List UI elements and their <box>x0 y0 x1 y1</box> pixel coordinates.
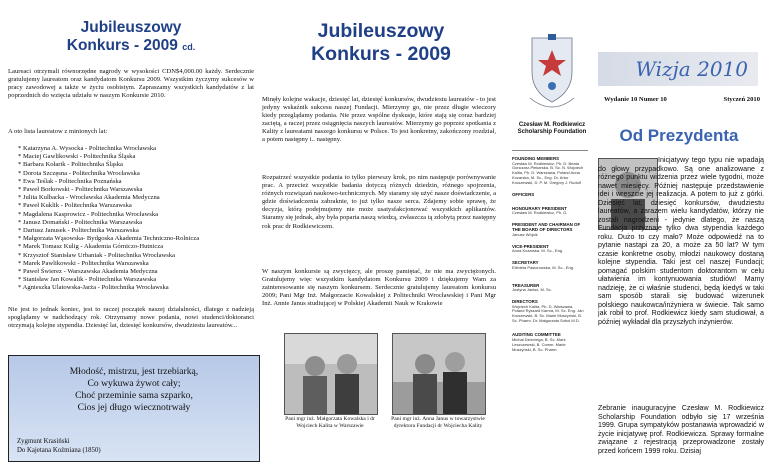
poem-line: Młodość, mistrzu, jest trzebiarką, <box>69 366 199 377</box>
laureate-item: * Dariusz Janusek - Politechnika Warszawska <box>18 227 139 235</box>
photo-janus <box>392 333 486 415</box>
photo-kowalska <box>284 333 378 415</box>
left-closing: Nie jest to jednak koniec, jest to raczej początek naszej działalności, dlatego z nadzieją spoglądamy w nadchodzący rok. Otrzymamy nowe podania, nowi studenci/doktoranci otrzymają kolejne stypendia. Dziesięć lat, dziesięć konkursów, dwudziestu laureatów... <box>8 306 254 330</box>
poem-lines <box>9 366 259 414</box>
middle-para2: Rozpatrzeć wszystkie podania to tylko pierwszy krok, po nim następuje porównywanie prac. A przecież wszystkie badania dotyczą różnych dziedzin, różnego spojrzenia, różnych rozwiązań naukowo-technicznych. My staramy się użyć nasze doświadczenie, a gdzie doświadczenia zabraknie, to już tylko nasze serca. Zdajemy sobie sprawę, że decyzja, którą podejmujemy nie może usatysfakcjonować wszystkich aplikantów. Staramy się jednak, aby była poparta naszą wiedzą, zwłaszcza tą zdobytą przez następny rok prac dr Rodkiewiczem. <box>262 174 496 230</box>
issue-info <box>604 96 762 104</box>
section-title: Od Prezydenta <box>619 126 739 145</box>
laureate-item: * Małgorzata Wąsowska- Bydgoska Akademia Techniczno-Rolnicza <box>18 235 200 243</box>
coat-of-arms-logo <box>526 32 578 116</box>
laureate-item: * Marek Pawlikowski - Politechnika Warszawska <box>18 259 149 267</box>
laureate-item: * Agnieszka Ulatowska-Jarża - Politechnika Wrocławska <box>18 284 169 292</box>
middle-title-line1: Jubileuszowy <box>317 20 445 42</box>
right-column <box>590 0 768 466</box>
poem-source: Do Kajetana Koźmiana (1850) <box>17 447 101 454</box>
treasurer-head: TREASURER <box>512 282 540 288</box>
laureate-item: * Barbara Kołarik - Politechnika Śląska <box>18 161 123 169</box>
laureate-item: * Stanisław Jan Kowalik - Politechnika Warszawska <box>18 276 157 284</box>
middle-title <box>262 20 500 66</box>
laureate-item: * Dorota Szczęsna - Politechnika Wrocławska <box>18 169 140 177</box>
president-text: Janusz Wójcik <box>512 231 538 237</box>
org-sub-line: Scholarship Foundation <box>517 129 587 135</box>
left-intro: Laureaci otrzymali równorzędne nagrody w wysokości CDN$4,000.00 każdy. Serdecznie gratulujemy laureatom oraz kandydatom Konkursu 2009. Wszystkim życzymy sukcesów w pracy zawodowej a także w życiu osobistym. Zapraszamy wszystkich kandydatów z lat poprzednich do wzięcia udziału w naszym Konkursie 2010. <box>8 68 254 100</box>
founding-head: FOUNDING MEMBERS <box>512 156 560 161</box>
treasurer-text: Justyna Janisz, M. Sc. <box>512 287 552 293</box>
laureate-item: * Janusz Domański - Politechnika Warszawska <box>18 218 143 226</box>
vice-text: Anna Kozarska, M. Sc., Eng. <box>512 248 564 254</box>
middle-column <box>262 0 510 466</box>
laureate-item: * Julita Kulbacka - Wrocławska Akademia Medyczna <box>18 194 160 202</box>
president-head: PRESIDENT AND CHAIRMAN OF THE BOARD OF DIRECTORS <box>512 221 581 233</box>
laureate-item: * Magdalena Kasprowicz - Politechnika Wrocławska <box>18 210 159 218</box>
issue-date: Styczeń 2010 <box>723 96 760 103</box>
laureate-item: * Marek Tomasz Kulig - Akademia Górniczo-Hutnicza <box>18 243 164 251</box>
photo-kowalska-image <box>285 334 377 414</box>
photo-caption-2: Pani mgr inż. Anna Janus w towarzystwie dyrektora Fundacji dr Wojciecha Kality <box>391 416 485 429</box>
founding-text: Czesław M. Rodkiewicz, Ph. D. Beata Gonczarz-Piekarska, B. Sc. N. Wojciech Kalita, Ph. D. Warszawa, Poland Anna Kozarska, M. Sc., Eng. Dr. Artur Kruszewski, D. P. M. Gregory J. Rudolf <box>512 160 584 186</box>
photo-caption-1: Pani mgr inż. Małgorzata Kowalska i dr Wojciech Kalita w Warszawie <box>285 416 375 429</box>
sidebar-content <box>512 150 586 352</box>
left-title-line2 <box>18 37 244 56</box>
middle-para3: W naszym konkursie są zwycięzcy, ale proszę pamiętać, że nie ma zwyciężonych. Gratulujemy więc wszystkim kandydatom Konkursu 2009 i dziękujemy Wam za zainteresowanie się naszym konkursem. Serdecznie gratulujemy laureatom konkursu 2009; Pani Mgr Inż. Małgorzacie Kowalskiej z Politechniki Wrocławskiej i Pani Mgr Inż. Annie Janus studiującej w Polskiej Akademii Nauk w Krakowie <box>262 268 496 308</box>
president-letter: Inicjatywy tego typu nie wpadają do głowy przypadkowo. Są one analizowane z różnego punktu widzenia przez wiele tygodni, może nawet miesięcy. Później następuje przedstawienie idei i wreszcie jej realizacja. A potem to już z górki. Dziesięć lat, dziesięć konkursów, dwudziestu laureatów, a zarazem wielu kandydatów, którzy nie zostali nagrodzeni - jedynie dlatego, że naszą Fundacja przyznaje tylko dwa stypendia każdego roku. Dużo to czy mało? Może odpowiedź na to pytanie nastąpi za 20, a może za 50 lat? W tym czasie konkretne osoby, młodzi naukowcy dostaną kolejne stypendia. Taki jest cel naszej Fundacji; pomagać polskim studentom doktorantom w celu ułatwienia im kontynuowania studiów! Mamy nadzieję, że ci właśnie studenci, będą kiedyś w taki sam sposób starali się budować wizerunek polskiego naukowca/inżyniera w świecie. Tak samo jak robił to prof. Rodkiewicz kiedy sam studiował, a później wykładał dla przyszłych inżynierów. <box>598 156 764 326</box>
poem-line: Co wykuwa żywot cały; <box>87 378 181 389</box>
issue-number: Wydanie 10 Numer 10 <box>604 96 667 103</box>
audit-head: AUDITING COMMITTEE <box>512 332 561 338</box>
left-column <box>0 0 262 466</box>
laureates-list <box>18 145 258 293</box>
honorary-text: Czesław M. Rodkiewicz, Ph. D. <box>512 210 568 216</box>
foundation-sidebar <box>512 0 590 466</box>
middle-para1: Minęły kolejne wakacje, dziesięć lat, dziesięć konkursów, dwudziestu laureatów - to jest jedyny wskaźnik sukcesu naszej Fundacji. Mierzymy go, nie przez długie wieczory kiedy przeglądamy podania. Nie przez wspólne dyskusje, które stają się coraz bardziej zaciętą, a raczej przez osiągnięcia naszych laureatów. Mierzymy go poprzez spotkania z Kality z laureatami naszego konkursu w Polsce. To jest konkretny, zakończony rozdział, a potem następny i.. następny. <box>262 96 496 144</box>
laureate-item: * Maciej Gawlikowski - Politechnika Śląska <box>18 153 136 161</box>
left-title-suffix: cd. <box>182 42 196 52</box>
secretary-text: Elżbieta Pasiorowska, M. Sc., Eng. <box>512 264 575 270</box>
laureate-item: * Katarzyna A. Wysocka - Politechnika Wrocławska <box>18 145 157 152</box>
officers-head: OFFICERS <box>512 192 535 198</box>
president-letter-2: Zebranie inauguracyjne Czesław M. Rodkiewicz Scholarship Foundation odbyło się 17 września 1999. Grupa sympatyków postanawia wprowadzić w życie inicjatywę prof. Rodkiewicza. Sprawy formalne związane z rejestracją przeprowadzone zostały przed końcem 1999 roku. Dzisiaj <box>598 404 764 455</box>
middle-title-line2: Konkurs - 2009 <box>311 43 451 65</box>
photo-janus-image <box>393 334 485 414</box>
poem-author: Zygmunt Krasiński <box>17 438 70 445</box>
left-title-line2-text: Konkurs - 2009 <box>66 37 178 54</box>
poem-line: Choć przeminie sama szparko, <box>75 390 193 401</box>
laureate-item: * Krzysztof Stanisław Urbaniak - Politechnika Wrocławska <box>18 251 176 259</box>
poem-box <box>8 355 260 462</box>
org-name-line: Czesław M. Rodkiewicz <box>518 122 586 128</box>
laureate-item: * Paweł Świerez - Warszawska Akademia Medyczna <box>18 268 158 276</box>
vice-head: VICE-PRESIDENT <box>512 243 549 249</box>
secretary-head: SECRETARY <box>512 260 539 266</box>
laureate-item: * Paweł Kuklik - Politechnika Warszawska <box>18 202 132 210</box>
directors-head: DIRECTORS <box>512 299 538 305</box>
directors-text: Wojciech Kalita, Ph. D. Warszawa, Poland Ryszard Kamra, M. Sc. Eng. Jan Kruszewski, B. Sc. Marie Muszyński, B. Sc. Pharm. Dr. Małgorzata Sobol M.D. <box>512 303 584 324</box>
honorary-head: HONOURARY PRESIDENT <box>512 205 567 211</box>
wizja-title: Wizja 2010 <box>635 57 748 81</box>
org-name <box>512 122 592 136</box>
laureate-item: * Ewa Teślak - Politechnika Poznańska <box>18 177 122 185</box>
left-title-line1: Jubileuszowy <box>80 19 182 36</box>
poem-line: Cios jej długo wiecznotrwały <box>77 402 191 413</box>
audit-text: Michał Dzierżega, B. Sc. Mark Leszczewski, B. Comm. Marie Muszyński, B. Sc. Pharm. <box>512 336 566 352</box>
left-list-heading: A oto lista laureatow z minionych lat: <box>8 128 108 135</box>
left-title <box>18 19 244 56</box>
laureate-item: * Paweł Borkowski - Politechnika Warszawska <box>18 186 143 194</box>
